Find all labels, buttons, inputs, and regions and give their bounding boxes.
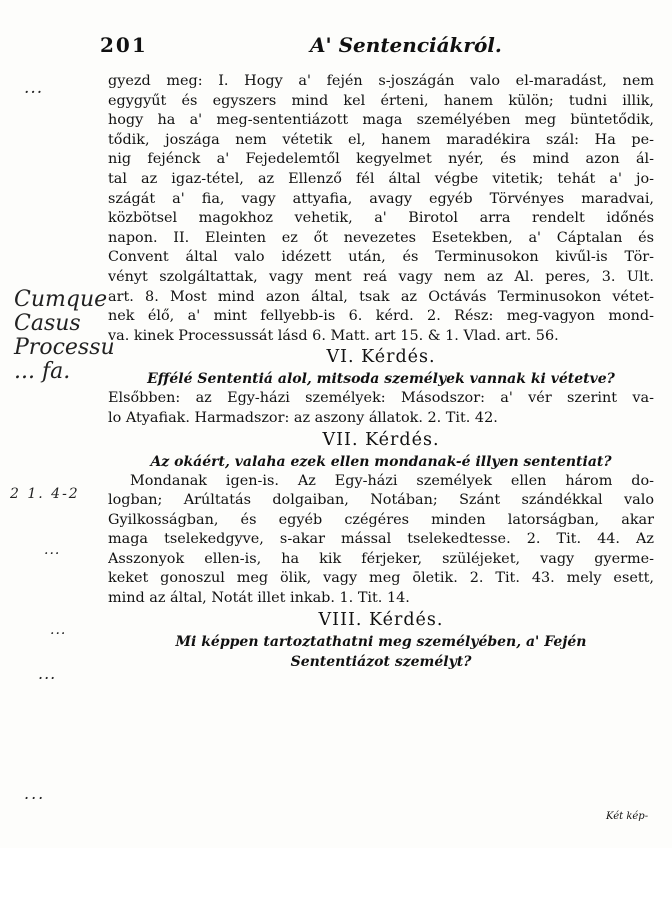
text-line: Gyilkosságban, és egyéb czégéres minden latorságban, akar bbox=[108, 511, 654, 528]
margin-note: ... bbox=[44, 542, 61, 558]
text-line: nek élő, a' mint fellyebb-is 6. kérd. 2. Rész: meg-vagyon mond- bbox=[108, 308, 654, 325]
text-line: közbötsel magokhoz vehetik, a' Birotol arra rendelt időnés bbox=[108, 210, 654, 227]
text-line: tal az igaz-tétel, az Ellenző fél által végbe vitetik; tehát a' jo- bbox=[108, 170, 654, 187]
running-title: A' Sentenciákról. bbox=[310, 33, 502, 57]
text-line: maga tselekedgyve, s-akar mással tselekedtesse. 2. Tit. 44. Az bbox=[108, 531, 654, 548]
section-heading: VI. Kérdés. bbox=[326, 347, 436, 368]
text-line: hogy ha a' meg-sententiázott maga személyében meg büntetődik, bbox=[108, 112, 654, 129]
text-line: keket gonoszul meg ölik, vagy meg ōletik. 2. Tit. 43. mely esett, bbox=[108, 570, 654, 587]
text-line: logban; Arúltatás dolgaiban, Notában; Szánt szándékkal valo bbox=[108, 492, 654, 509]
page-header bbox=[100, 33, 620, 61]
text-line: egygyűt és egyszers mind kel érteni, hanem külön; tudni illik, bbox=[108, 92, 654, 109]
handwritten-margin-notes bbox=[4, 0, 115, 848]
text-line: nig fejénck a' Fejedelemtől kegyelmet nyér, és mind azon ál- bbox=[108, 151, 654, 168]
margin-note: ... bbox=[24, 784, 46, 803]
margin-note: ... bbox=[38, 664, 57, 683]
catchword: Két kép- bbox=[606, 811, 649, 822]
text-line: lo Atyafiak. Harmadszor: az aszony állatok. 2. Tit. 42. bbox=[108, 409, 498, 426]
text-line: Convent által valo idézett után, és Terminusokon kivűl-is Tör- bbox=[108, 249, 654, 266]
margin-note: ... bbox=[50, 622, 67, 638]
section-heading: VII. Kérdés. bbox=[322, 429, 440, 450]
margin-note: Cumque Casus Processu ... fa. bbox=[14, 287, 115, 384]
margin-note: 2 1. 4-2 bbox=[10, 486, 80, 502]
text-line: gyezd meg: I. Hogy a' fején s-joszágán valo el-maradást, nem bbox=[108, 73, 654, 89]
body-text bbox=[108, 72, 654, 672]
text-line: Elsőbben: az Egy-házi személyek: Másodszor: a' vér szerint va- bbox=[108, 390, 654, 407]
section-heading: VIII. Kérdés. bbox=[318, 609, 444, 630]
section-question: Az okáért, valaha ezek ellen mondanak-é illyen sententiat? bbox=[150, 453, 612, 470]
text-line: art. 8. Most mind azon által, tsak az Octávás Terminusokon vétet- bbox=[108, 288, 654, 305]
text-line: va. kinek Processussát lásd 6. Matt. art 15. & 1. Vlad. art. 56. bbox=[108, 327, 559, 344]
page-bottom-margin bbox=[0, 848, 672, 900]
text-line: Mondanak igen-is. Az Egy-házi személyek ellen három do- bbox=[130, 472, 654, 489]
section-question: Effélé Sententiá alol, mitsoda személyek vannak ki vétetve? bbox=[147, 371, 615, 388]
text-line: vényt szolgáltattak, vagy ment reá vagy nem az Al. peres, 3. Ult. bbox=[108, 268, 654, 285]
text-line: napon. II. Eleinten ez őt nevezetes Esetekben, a' Cáptalan és bbox=[108, 229, 654, 246]
section-question: Sententiázot személyt? bbox=[290, 653, 472, 670]
page-number: 201 bbox=[100, 33, 148, 57]
margin-note: ... bbox=[24, 78, 44, 98]
text-line: mind az által, Notát illet inkab. 1. Tit. 14. bbox=[108, 590, 410, 607]
text-line: tődik, joszága nem vétetik el, hanem maradékira szál: Ha pe- bbox=[108, 131, 654, 148]
text-line: szágát a' fia, vagy attyafia, avagy egyéb Törvényes maradvai, bbox=[108, 190, 654, 207]
text-line: Asszonyok ellen-is, ha kik férjeker, szüléjeket, vagy gyerme- bbox=[108, 550, 654, 567]
section-question: Mi képpen tartoztathatni meg személyében, a' Fején bbox=[175, 633, 587, 650]
